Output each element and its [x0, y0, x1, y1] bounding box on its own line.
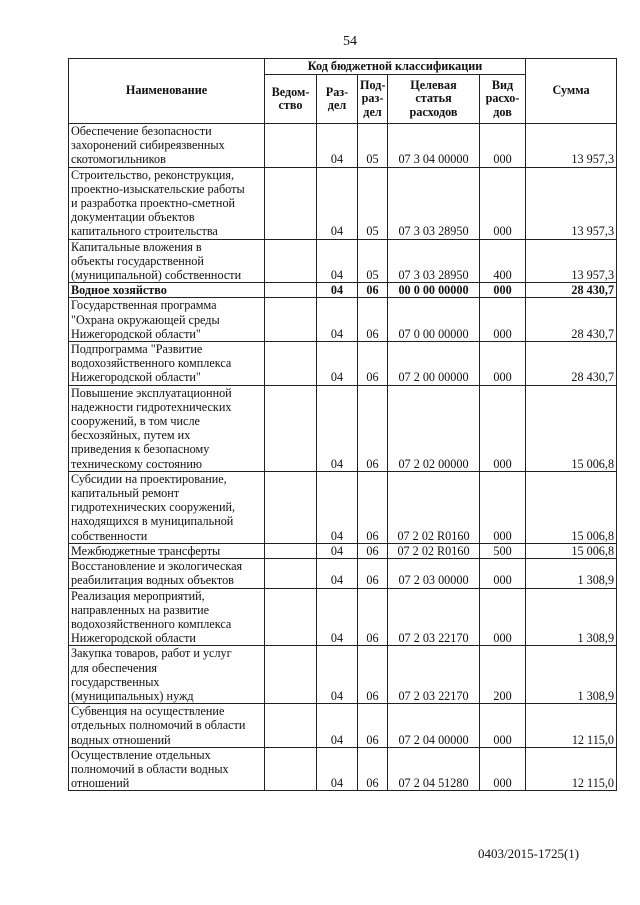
row-amount: 1 308,9 — [526, 646, 617, 704]
row-amount: 28 430,7 — [526, 298, 617, 342]
row-dept — [265, 298, 317, 342]
row-dept — [265, 471, 317, 543]
row-amount: 13 957,3 — [526, 239, 617, 283]
row-target: 07 2 00 00000 — [388, 342, 480, 386]
row-name: Субвенция на осуществление отдельных полномочий в области водных отношений — [69, 704, 265, 748]
row-amount: 12 115,0 — [526, 704, 617, 748]
row-amount: 1 308,9 — [526, 559, 617, 588]
row-dept — [265, 559, 317, 588]
row-name: Осуществление отдельных полномочий в области водных отношений — [69, 747, 265, 791]
row-dept — [265, 543, 317, 558]
row-name: Государственная программа "Охрана окружающей среды Нижегородской области" — [69, 298, 265, 342]
row-expense-type: 000 — [480, 167, 526, 239]
row-subsection: 06 — [358, 543, 388, 558]
row-amount: 15 006,8 — [526, 385, 617, 471]
row-expense-type: 200 — [480, 646, 526, 704]
row-amount: 1 308,9 — [526, 588, 617, 646]
table-row — [69, 124, 617, 168]
row-target: 07 2 04 51280 — [388, 747, 480, 791]
row-section: 04 — [317, 124, 358, 168]
row-name: Повышение эксплуатационной надежности гидротехнических сооружений, в том числе бесхозяйных, путем их приведения к безопасному техническому состоянию — [69, 385, 265, 471]
row-subsection: 06 — [358, 283, 388, 298]
table-row — [69, 543, 617, 558]
row-dept — [265, 342, 317, 386]
row-target: 07 0 00 00000 — [388, 298, 480, 342]
row-target: 07 2 03 22170 — [388, 588, 480, 646]
row-target: 07 2 03 22170 — [388, 646, 480, 704]
row-name: Межбюджетные трансферты — [69, 543, 265, 558]
row-dept — [265, 646, 317, 704]
row-target: 07 3 03 28950 — [388, 167, 480, 239]
row-expense-type: 000 — [480, 298, 526, 342]
row-expense-type: 000 — [480, 124, 526, 168]
row-section: 04 — [317, 543, 358, 558]
row-subsection: 05 — [358, 124, 388, 168]
table-row — [69, 385, 617, 471]
row-name: Восстановление и экологическая реабилитация водных объектов — [69, 559, 265, 588]
row-section: 04 — [317, 167, 358, 239]
header-dept: Ведом- ство — [265, 75, 317, 124]
row-expense-type: 000 — [480, 704, 526, 748]
row-target: 07 2 02 R0160 — [388, 543, 480, 558]
row-amount: 13 957,3 — [526, 124, 617, 168]
row-section: 04 — [317, 298, 358, 342]
row-section: 04 — [317, 747, 358, 791]
row-expense-type: 000 — [480, 471, 526, 543]
row-section: 04 — [317, 559, 358, 588]
row-expense-type: 000 — [480, 342, 526, 386]
row-subsection: 05 — [358, 239, 388, 283]
row-target: 07 2 03 00000 — [388, 559, 480, 588]
header-expense-type: Вид расхо- дов — [480, 75, 526, 124]
header-section: Раз- дел — [317, 75, 358, 124]
row-dept — [265, 588, 317, 646]
row-name: Обеспечение безопасности захоронений сибиреязвенных скотомогильников — [69, 124, 265, 168]
row-target: 07 3 03 28950 — [388, 239, 480, 283]
row-subsection: 06 — [358, 471, 388, 543]
row-expense-type: 000 — [480, 559, 526, 588]
row-subsection: 06 — [358, 704, 388, 748]
row-dept — [265, 747, 317, 791]
row-expense-type: 000 — [480, 588, 526, 646]
row-name: Капитальные вложения в объекты государственной (муниципальной) собственности — [69, 239, 265, 283]
header-subsection: Под- раз- дел — [358, 75, 388, 124]
row-subsection: 06 — [358, 588, 388, 646]
row-section: 04 — [317, 471, 358, 543]
row-name: Закупка товаров, работ и услуг для обеспечения государственных (муниципальных) нужд — [69, 646, 265, 704]
row-amount: 28 430,7 — [526, 283, 617, 298]
row-section: 04 — [317, 342, 358, 386]
row-expense-type: 500 — [480, 543, 526, 558]
row-subsection: 05 — [358, 167, 388, 239]
row-expense-type: 000 — [480, 385, 526, 471]
row-target: 00 0 00 00000 — [388, 283, 480, 298]
row-expense-type: 000 — [480, 283, 526, 298]
row-amount: 15 006,8 — [526, 543, 617, 558]
table-body — [69, 124, 617, 791]
row-section: 04 — [317, 239, 358, 283]
row-target: 07 2 02 R0160 — [388, 471, 480, 543]
row-subsection: 06 — [358, 747, 388, 791]
table-row — [69, 167, 617, 239]
header-name: Наименование — [69, 59, 265, 124]
row-subsection: 06 — [358, 559, 388, 588]
row-subsection: 06 — [358, 385, 388, 471]
table-row — [69, 298, 617, 342]
row-subsection: 06 — [358, 298, 388, 342]
page-number: 54 — [343, 34, 357, 49]
row-section: 04 — [317, 385, 358, 471]
row-amount: 13 957,3 — [526, 167, 617, 239]
row-expense-type: 400 — [480, 239, 526, 283]
row-amount: 15 006,8 — [526, 471, 617, 543]
table-row — [69, 239, 617, 283]
row-name: Субсидии на проектирование, капитальный ремонт гидротехнических сооружений, находящихся в муниципальной собственности — [69, 471, 265, 543]
row-dept — [265, 124, 317, 168]
table-row — [69, 283, 617, 298]
row-section: 04 — [317, 646, 358, 704]
row-dept — [265, 283, 317, 298]
table-row — [69, 588, 617, 646]
row-amount: 12 115,0 — [526, 747, 617, 791]
row-subsection: 06 — [358, 646, 388, 704]
row-expense-type: 000 — [480, 747, 526, 791]
row-name: Реализация мероприятий, направленных на развитие водохозяйственного комплекса Нижегородской области — [69, 588, 265, 646]
table-row — [69, 559, 617, 588]
row-target: 07 2 02 00000 — [388, 385, 480, 471]
budget-table — [68, 58, 617, 791]
header-amount: Сумма — [526, 59, 617, 124]
row-name: Подпрограмма "Развитие водохозяйственного комплекса Нижегородской области" — [69, 342, 265, 386]
table-row — [69, 342, 617, 386]
row-name: Строительство, реконструкция, проектно-изыскательские работы и разработка проектно-сметной документации объектов капитального строительства — [69, 167, 265, 239]
row-target: 07 3 04 00000 — [388, 124, 480, 168]
row-dept — [265, 385, 317, 471]
header-budget-code: Код бюджетной классификации — [265, 59, 526, 75]
table-row — [69, 471, 617, 543]
table-row — [69, 704, 617, 748]
row-section: 04 — [317, 704, 358, 748]
table-row — [69, 747, 617, 791]
row-dept — [265, 704, 317, 748]
row-subsection: 06 — [358, 342, 388, 386]
row-dept — [265, 167, 317, 239]
table-row — [69, 646, 617, 704]
document-code: 0403/2015-1725(1) — [478, 846, 580, 861]
row-dept — [265, 239, 317, 283]
row-name: Водное хозяйство — [69, 283, 265, 298]
header-target: Целевая статья расходов — [388, 75, 480, 124]
row-amount: 28 430,7 — [526, 342, 617, 386]
row-target: 07 2 04 00000 — [388, 704, 480, 748]
row-section: 04 — [317, 588, 358, 646]
row-section: 04 — [317, 283, 358, 298]
